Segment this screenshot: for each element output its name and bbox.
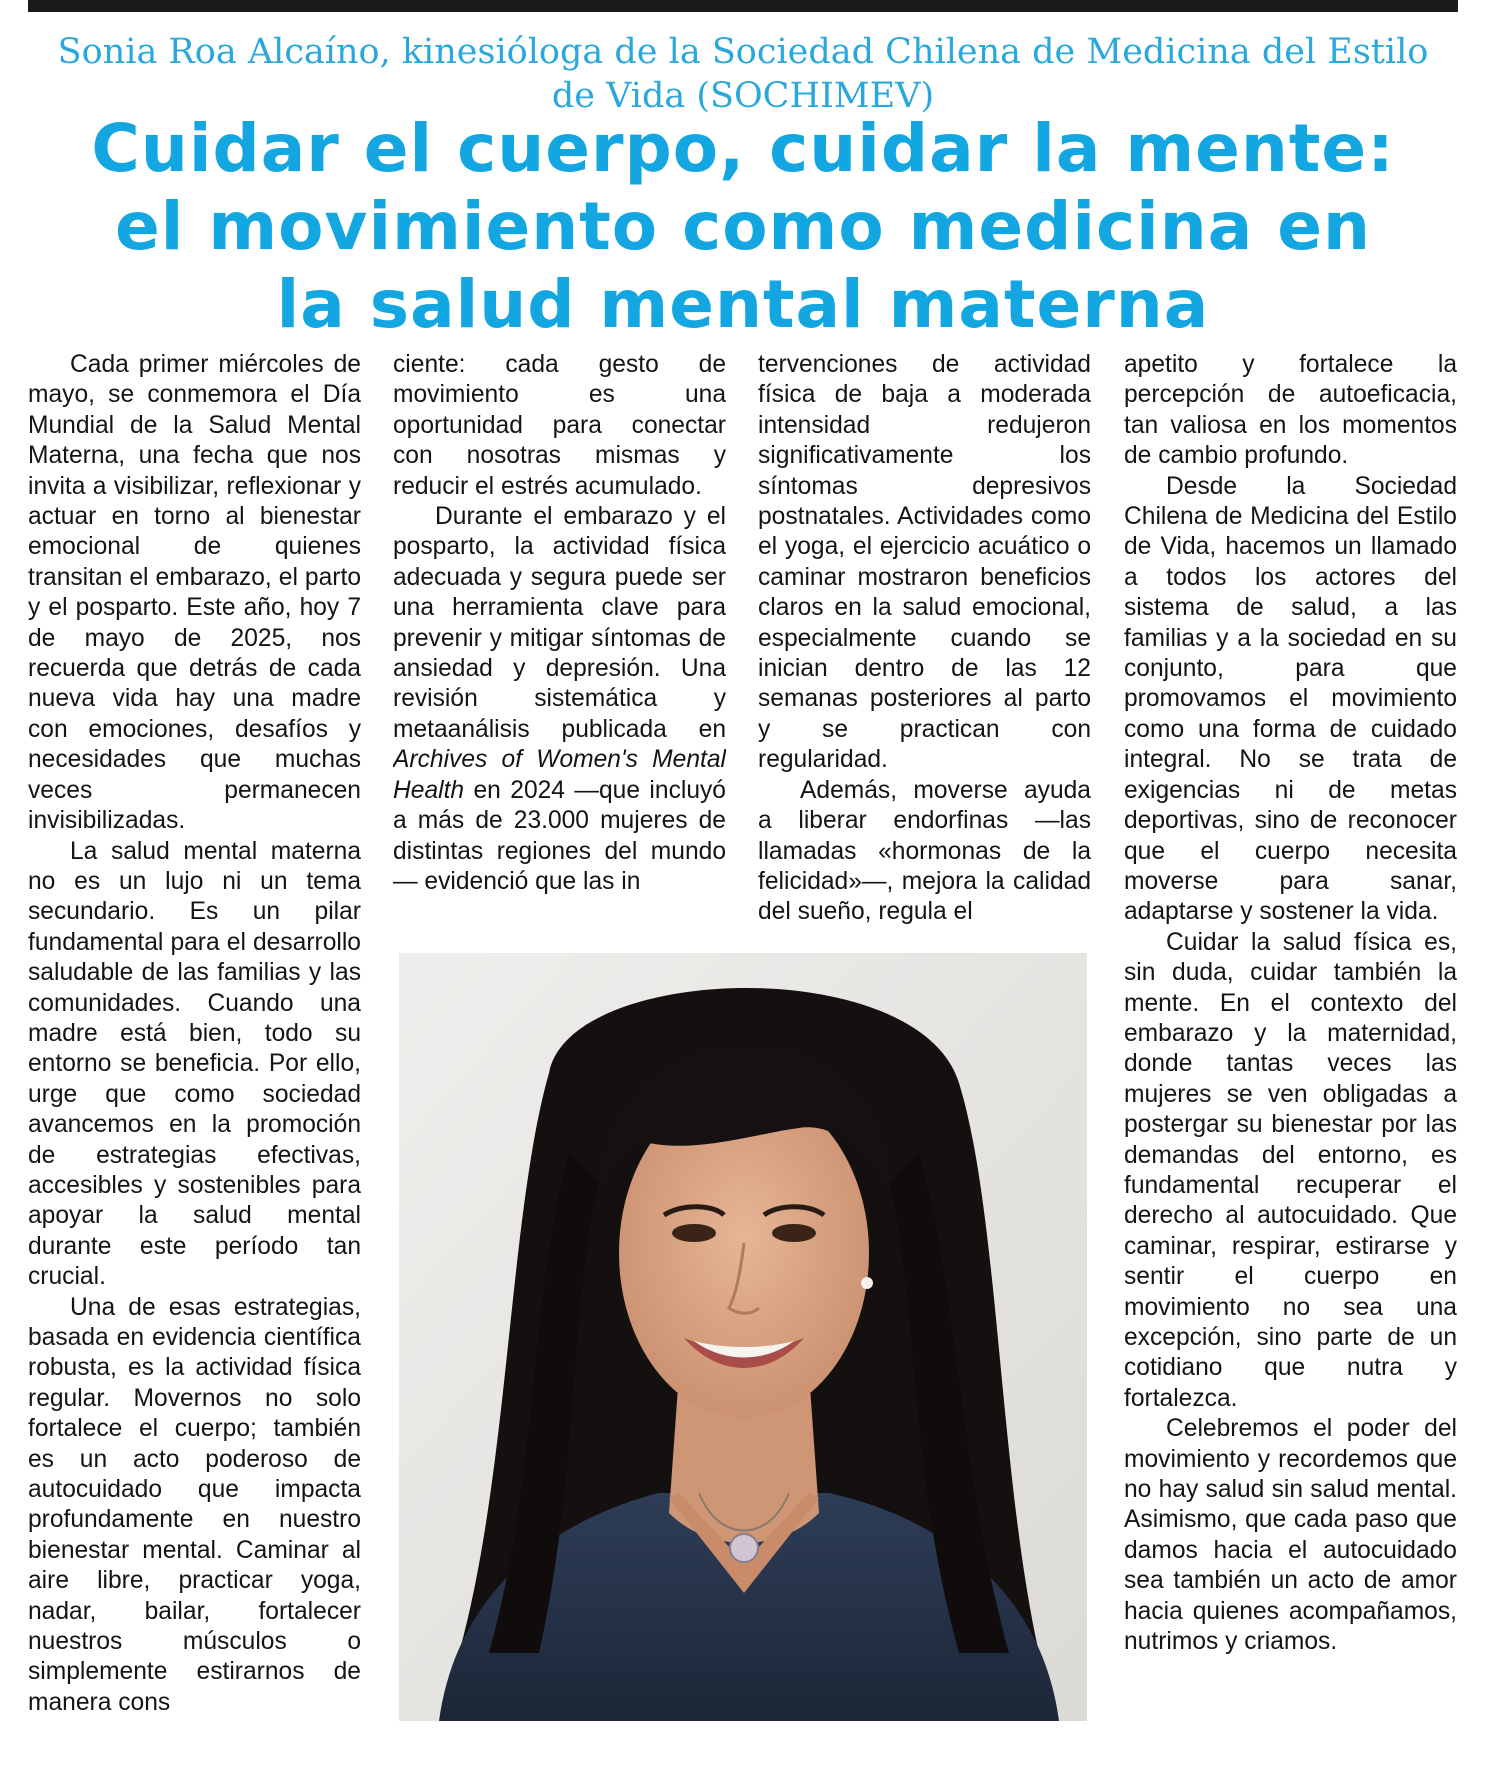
paragraph-8: Celebremos el poder del movimiento y recordemos que no hay salud sin salud mental. Asimismo, que cada paso que damos hacia el autocuidado sea también un acto de amor hacia quienes acompañamos, nutrimos y criamos. [1124,1415,1457,1656]
byline: Sonia Roa Alcaíno, kinesióloga de la Sociedad Chilena de Medicina del Estilo de Vida (SOCHIMEV) [57,32,1429,116]
paragraph-1: Cada primer miércoles de mayo, se conmemora el Día Mundial de la Salud Mental Materna, una fecha que nos invita a visibilizar, reflexionar y actuar en torno al bienestar emocional de quienes transitan el embarazo, el parto y el posparto. Este año, hoy 7 de mayo de 2025, nos recuerda que detrás de cada nueva vida hay una madre con emociones, desafíos y necesidades que muchas veces permanecen invisibilizadas. [28,351,361,835]
portrait-illustration [399,953,1087,1721]
paragraph-4 [393,502,726,897]
paragraph-5-start: Además, moverse ayuda a liberar endorfinas —las llamadas «hormonas de la felicidad»—, mejora la calidad del sueño, regula el [758,776,1091,926]
headline-line-1: Cuidar el cuerpo, cuidar la mente: [91,110,1395,187]
paragraph-5-end: apetito y fortalece la percepción de autoeficacia, tan valiosa en los momentos de cambio profundo. [1124,351,1457,470]
paragraph-2: La salud mental materna no es un lujo ni un tema secundario. Es un pilar fundamental para el desarrollo saludable de las familias y las comunidades. Cuando una madre está bien, todo su entorno se beneficia. Por ello, urge que como sociedad avancemos en la promoción de estrategias efectivas, accesibles y sostenibles para apoyar la salud mental durante este período tan crucial. [28,837,361,1291]
article-column-3 [758,350,1091,940]
article-column-1 [28,350,361,1740]
article-column-4 [1124,350,1457,1740]
paragraph-3-start: Una de esas estrategias, basada en evidencia científica robusta, es la actividad física regular. Movernos no solo fortalece el cuerpo; también es un acto poderoso de autocuidado que impacta profundamente en nuestro bienestar mental. Caminar al aire libre, practicar yoga, nadar, bailar, fortalecer nuestros músculos o simplemente estirarnos de manera cons [28,1293,361,1716]
article-column-2 [393,350,726,940]
journal-title: Archives of Women's Mental Health [393,746,726,804]
paragraph-6: Desde la Sociedad Chilena de Medicina del Estilo de Vida, hacemos un llamado a todos los actores del sistema de salud, a las familias y a la sociedad en su conjunto, para que promovamos el movimiento como una forma de cuidado integral. No se trata de exigencias ni de metas deportivas, sino de reconocer que el cuerpo necesita moverse para sanar, adaptarse y sostener la vida. [1124,472,1457,926]
headline [20,110,1466,344]
top-rule [28,0,1458,12]
paragraph-3-end: ciente: cada gesto de movimiento es una oportunidad para conectar con nosotras mismas y reducir el estrés acumulado. [393,351,726,500]
author-portrait-photo [399,953,1087,1721]
headline-line-3: la salud mental materna [276,266,1210,343]
paragraph-4-end: tervenciones de actividad física de baja a moderada intensidad redujeron significativamente los síntomas depresivos postnatales. Actividades como el yoga, el ejercicio acuático o caminar mostraron beneficios claros en la salud emocional, especialmente cuando se inician dentro de las 12 semanas posteriores al parto y se practican con regularidad. [758,351,1091,774]
paragraph-4-text-a: Durante el embarazo y el posparto, la actividad física adecuada y segura puede ser una herramienta clave para prevenir y mitigar síntomas de ansiedad y depresión. Una revisión sistemática y metaanálisis publicada en [393,503,726,743]
headline-line-2: el movimiento como medicina en [114,188,1372,265]
paragraph-4-text-b: en 2024 —que incluyó a más de 23.000 mujeres de distintas regiones del mundo— evidenció que las in [393,776,726,895]
paragraph-7: Cuidar la salud física es, sin duda, cuidar también la mente. En el contexto del embarazo y la maternidad, donde tantas veces las mujeres se ven obligadas a postergar su bienestar por las demandas del entorno, es fundamental recuperar el derecho al autocuidado. Que caminar, respirar, estirarse y sentir el cuerpo en movimiento no sea una excepción, sino parte de un cotidiano que nutra y fortalezca. [1124,928,1457,1412]
